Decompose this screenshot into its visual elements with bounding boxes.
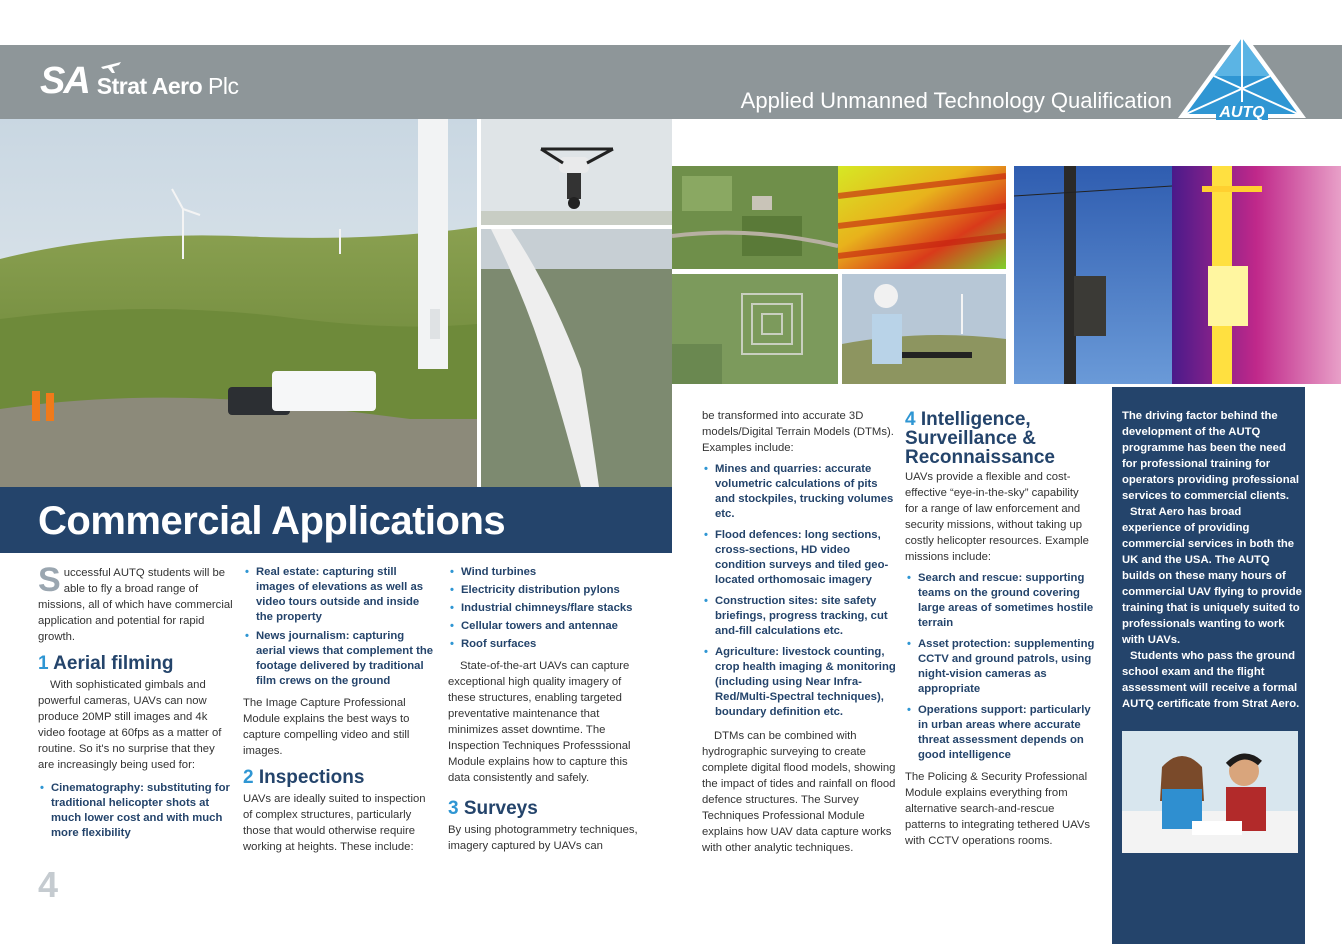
- column-5: [905, 410, 1095, 849]
- list-item: • Operations support: particularly in urban areas where accurate threat assessment depends on good intelligence: [905, 703, 1095, 763]
- list-item: • Cinematography: substituting for traditional helicopter shots at much lower cost and with much more flexibility: [38, 781, 234, 841]
- autq-logo: [1170, 28, 1310, 122]
- inspections-module: State-of-the-art UAVs can capture exceptional high quality imagery of these structures, enabling targeted preventative maintenance that minimizes asset downtime. The Inspection Techniques Professsional Module explains how to capture this data consistently and safely.: [448, 660, 631, 784]
- surveys-body-cont: be transformed into accurate 3D models/Digital Terrain Models (DTMs). Examples include:: [702, 410, 894, 454]
- list-item: • Flood defences: long sections, cross-sections, HD video condition surveys and tiled geo-located orthomosaic imagery: [702, 528, 896, 588]
- list-item: • Real estate: capturing still images of elevations as well as video tours outside and inside the property: [243, 565, 436, 625]
- page-title: Commercial Applications: [38, 499, 506, 543]
- utility-pole-photo: [1014, 166, 1172, 384]
- aerial-bullets-cont: [243, 565, 436, 689]
- isr-body: UAVs provide a flexible and cost-effective “eye-in-the-sky” capability for a range of law enforcement and security missions, without taking up costly helicopter resources. Example missions include:: [905, 471, 1089, 563]
- list-item: • Search and rescue: supporting teams on the ground covering large areas of sometimes hostile terrain: [905, 571, 1095, 631]
- sidebar-paragraph: Students who pass the ground school exam and the flight assessment will receive a formal AUTQ certificate from Strat Aero.: [1122, 650, 1300, 710]
- plane-icon: [100, 58, 122, 74]
- section-surveys-heading: 3 Surveys: [448, 798, 538, 819]
- list-item: • Agriculture: livestock counting, crop health imaging & monitoring (including using Near Infra-Red/Multi-Spectral techniques), boundary definition etc.: [702, 645, 896, 720]
- dropcap: S: [38, 561, 61, 599]
- section-isr-heading: 4 Intelligence, Surveillance & Reconnaissance: [905, 409, 1055, 468]
- sidebar-paragraph: Strat Aero has broad experience of providing commercial services in both the UK and the USA. The AUTQ builds on these many hours of commercial UAV flying to provide training that is uniquely suited to professionals wanting to work with UAVs.: [1122, 506, 1302, 646]
- sidebar-text: [1122, 408, 1302, 712]
- sidebar-paragraph: The driving factor behind the development of the AUTQ programme has been the need for professional training for operators providing professional services to commercial clients.: [1122, 410, 1300, 502]
- list-item: • Asset protection: supplementing CCTV and ground patrols, using night-vision cameras as appropriate: [905, 637, 1095, 697]
- list-item: • Roof surfaces: [448, 637, 644, 652]
- list-item: • Construction sites: site safety briefings, progress tracking, cut and-fill calculations etc.: [702, 594, 896, 639]
- crop-heatmap-photo: [838, 166, 1006, 269]
- list-item: • News journalism: capturing aerial views that complement the footage delivered by traditional film crews on the ground: [243, 629, 436, 689]
- turbine-blade-photo: [481, 229, 672, 487]
- survey-bullets: [702, 462, 896, 720]
- page-number: 4: [38, 864, 59, 905]
- inspection-bullets: [448, 565, 644, 652]
- drone-photo: [481, 119, 672, 225]
- surveys-module: DTMs can be combined with hydrographic surveying to create complete digital flood models, showing the impact of tides and rainfall on flood defence structures. The Survey Techniques Professional Module explains how UAV data capture works with other analytic techniques.: [702, 730, 896, 854]
- list-item: • Electricity distribution pylons: [448, 583, 644, 598]
- logo-text: Strat Aero Plc: [96, 73, 239, 99]
- section-aerial-heading: 1 Aerial filming: [38, 653, 174, 674]
- inspections-body: UAVs are ideally suited to inspection of complex structures, particularly those that would otherwise require working at heights. These include:: [243, 793, 426, 853]
- thermal-pole-photo: [1172, 166, 1341, 384]
- aerial-body: With sophisticated gimbals and powerful cameras, UAVs can now produce 20MP still images and 4k video footage at 60fps as a matter of routine. So it's no surprise that they are increasingly being used for:: [38, 679, 222, 771]
- column-4: [702, 408, 896, 856]
- field-pattern-photo: [672, 274, 838, 384]
- column-2: [243, 565, 436, 855]
- operator-drone-photo: [842, 274, 1006, 384]
- list-item: • Wind turbines: [448, 565, 644, 580]
- wind-farm-photo: [0, 119, 477, 487]
- column-3: [448, 565, 644, 854]
- column-1: [38, 561, 234, 845]
- intro-paragraph: Successful AUTQ students will be able to fly a broad range of missions, all of which have commercial application and potential for rapid growth.: [38, 561, 233, 643]
- isr-bullets: [905, 571, 1095, 763]
- list-item: • Cellular towers and antennae: [448, 619, 644, 634]
- aerial-module: The Image Capture Professional Module explains the best ways to capture compelling video and still images.: [243, 697, 410, 757]
- qualification-title: Applied Unmanned Technology Qualification: [740, 88, 1172, 113]
- isr-module: The Policing & Security Professional Module explains everything from alternative search-and-rescue patterns to integrating tethered UAVs with CCTV operations rooms.: [905, 771, 1091, 847]
- surveys-body-start: By using photogrammetry techniques, imagery captured by UAVs can: [448, 824, 638, 852]
- list-item: • Mines and quarries: accurate volumetric calculations of pits and stockpiles, trucking volumes etc.: [702, 462, 896, 522]
- strat-aero-logo: [40, 62, 238, 100]
- students-photo: [1122, 731, 1298, 853]
- aerial-bullets: [38, 781, 234, 841]
- list-item: • Industrial chimneys/flare stacks: [448, 601, 644, 616]
- logo-mark: SA: [40, 60, 89, 102]
- autq-logo-label: AUTQ: [1219, 104, 1265, 121]
- section-inspections-heading: 2 Inspections: [243, 767, 365, 788]
- aerial-survey-photo: [672, 166, 838, 269]
